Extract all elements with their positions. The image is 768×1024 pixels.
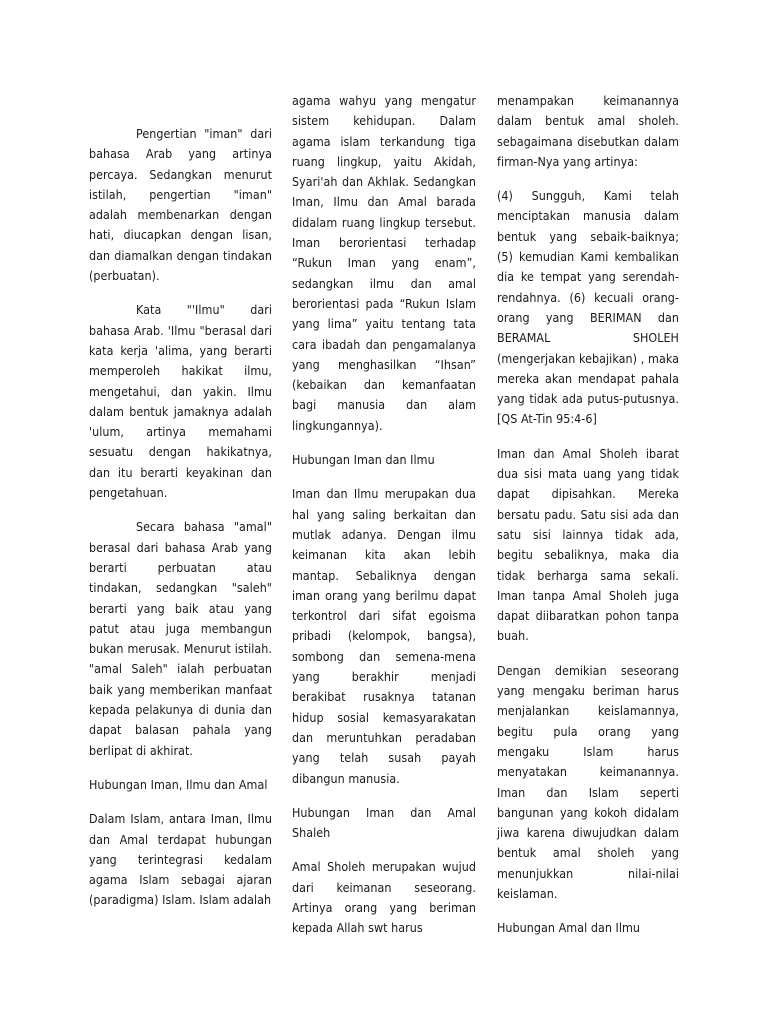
paragraph-agama-wahyu: agama wahyu yang mengatur sistem kehidupan. Dalam agama islam terkandung tiga ruang lingkup, yaitu Akidah, Syari'ah dan Akhlak. Sedangkan Iman, Ilmu dan Amal barada didalam ruang lingkup tersebut. Iman berorientasi terhadap “Rukun Iman yang enam”, sedangkan ilmu dan amal berorientasi pada “Rukun Islam yang lima” yaitu tentang tata cara ibadah dan pengamalanya yang menghasilkan “Ihsan” (kebaikan dan kemanfaatan bagi manusia dan alam lingkungannya). xyxy=(292,93,476,433)
paragraph-quran-quote: (4) Sungguh, Kami telah menciptakan manusia dalam bentuk yang sebaik-baiknya; (5) kemudian Kami kembalikan dia ke tempat yang serendah-rendahnya. (6) kecuali orang-orang yang BERIMAN dan BERAMAL SHOLEH (mengerjakan kebajikan) , maka mereka akan mendapat pahala yang tidak ada putus-putusnya. [QS At-Tin 95:4-6] xyxy=(497,188,679,427)
paragraph-ilmu-definition: Kata "'Ilmu" dari bahasa Arab. 'Ilmu "berasal dari kata kerja 'alima, yang berarti memperoleh hakikat ilmu, mengetahui, dan yakin. Ilmu dalam bentuk jamaknya adalah 'ulum, artinya memahami sesuatu dengan hakikatnya, dan itu berarti keyakinan dan pengetahuan. xyxy=(89,302,272,501)
text-column-1 xyxy=(89,124,272,925)
paragraph-amal-sholeh: Amal Sholeh merupakan wujud dari keimanan seseorang. Artinya orang yang beriman kepada Allah swt harus xyxy=(292,859,476,936)
paragraph-iman-ilmu: Iman dan Ilmu merupakan dua hal yang saling berkaitan dan mutlak adanya. Dengan ilmu keimanan kita akan lebih mantap. Sebaliknya dengan iman orang yang berilmu dapat terkontrol dari sifat egoisma pribadi (kelompok, bangsa), sombong dan semena-mena yang berakhir menjadi berakibat rusaknya tatanan hidup sosial kemasyarakatan dan meruntuhkan peradaban yang telah susah payah dibangun manusia. xyxy=(292,486,476,786)
paragraph-menampakan: menampakan keimanannya dalam bentuk amal sholeh. sebagaimana disebutkan dalam firman-Nya yang artinya: xyxy=(497,93,679,169)
paragraph-dengan-demikian: Dengan demikian seseorang yang mengaku beriman harus menjalankan keislamannya, begitu pula orang yang mengaku Islam harus menyatakan keimanannya. Iman dan Islam seperti bangunan yang kokoh didalam jiwa karena diwujudkan dalam bentuk amal sholeh yang menunjukkan nilai-nilai keislaman. xyxy=(497,662,679,901)
heading-hubungan-iman-amal-shaleh: Hubungan Iman dan Amal Shaleh xyxy=(292,804,476,841)
heading-hubungan-amal-ilmu: Hubungan Amal dan Ilmu xyxy=(497,920,641,936)
heading-hubungan-iman-ilmu: Hubungan Iman dan Ilmu xyxy=(292,452,435,468)
paragraph-hubungan-intro: Dalam Islam, antara Iman, Ilmu dan Amal terdapat hubungan yang terintegrasi kedalam agama Islam sebagai ajaran (paradigma) Islam. Islam adalah xyxy=(89,811,272,908)
text-column-2 xyxy=(292,91,476,953)
paragraph-iman-amal-ibarat: Iman dan Amal Sholeh ibarat dua sisi mata uang yang tidak dapat dipisahkan. Mereka bersatu padu. Satu sisi ada dan satu sisi lainnya tidak ada, begitu sebaliknya, maka dia tidak berharga sama sekali. Iman tanpa Amal Sholeh juga dapat diibaratkan pohon tanpa buah. xyxy=(497,445,679,644)
paragraph-amal-definition: Secara bahasa "amal" berasal dari bahasa Arab yang berarti perbuatan atau tindakan, sedangkan "saleh" berarti yang baik atau yang patut atau juga membangun bukan merusak. Menurut istilah. "amal Saleh" ialah perbuatan baik yang memberikan manfaat kepada pelakunya di dunia dan dapat balasan pahala yang berlipat di akhirat. xyxy=(89,519,272,758)
heading-hubungan-iman-ilmu-amal: Hubungan Iman, Ilmu dan Amal xyxy=(89,776,268,792)
paragraph-iman-definition: Pengertian "iman" dari bahasa Arab yang artinya percaya. Sedangkan menurut istilah, pengertian "iman" adalah membenarkan dengan hati, diucapkan dengan lisan, dan diamalkan dengan tindakan (perbuatan). xyxy=(89,126,272,284)
text-column-3 xyxy=(497,91,679,953)
